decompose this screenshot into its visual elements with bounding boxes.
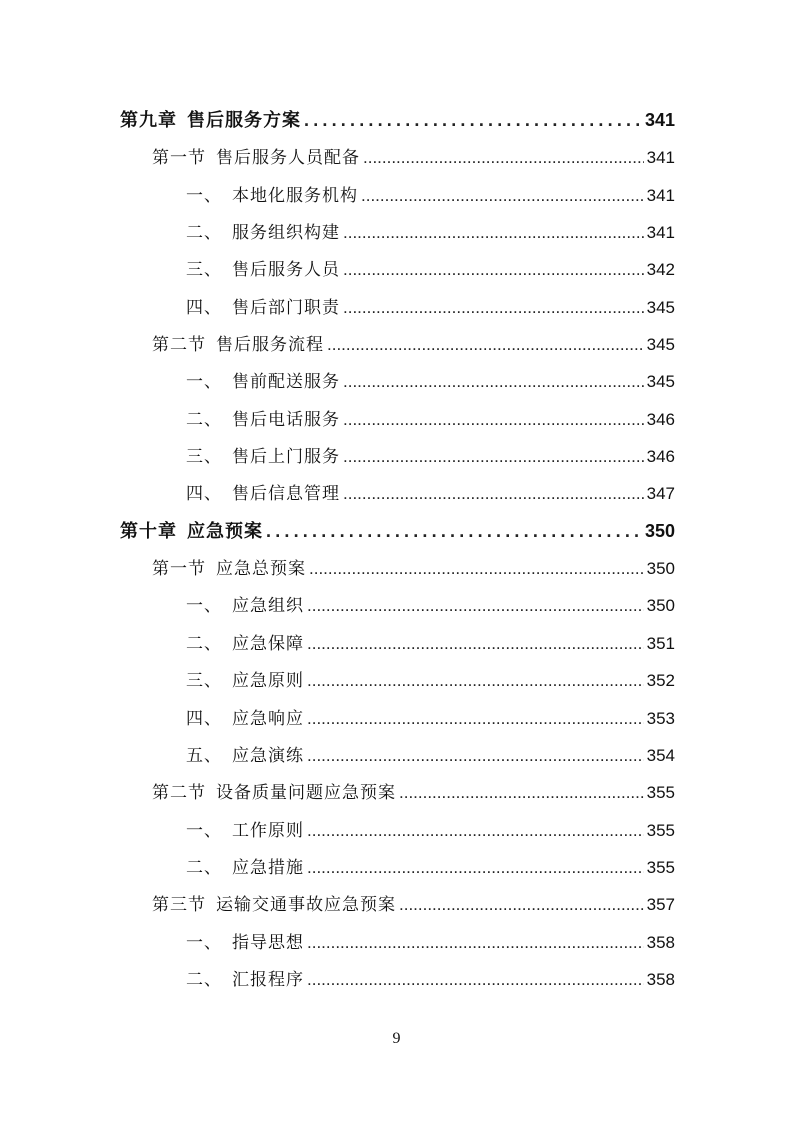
toc-entry-number: 一、 — [186, 372, 222, 393]
toc-subsection-entry[interactable] — [120, 214, 675, 251]
toc-entry-page: 346 — [646, 409, 675, 429]
toc-entry-label — [186, 962, 304, 999]
toc-entry-page: 358 — [646, 969, 675, 989]
toc-dot-leader — [307, 849, 644, 886]
toc-entry-label — [186, 252, 340, 289]
toc-entry-title: 售后信息管理 — [232, 484, 340, 505]
toc-section-entry[interactable] — [120, 774, 675, 811]
toc-entry-number: 三、 — [186, 447, 222, 468]
toc-entry-title: 应急响应 — [232, 708, 304, 729]
toc-entry-title: 指导思想 — [232, 932, 304, 953]
toc-entry-number: 四、 — [186, 297, 222, 318]
toc-entry-page: 350 — [644, 520, 675, 541]
toc-entry-label — [186, 402, 340, 439]
toc-entry-title: 设备质量问题应急预案 — [216, 783, 396, 804]
page-number: 9 — [392, 1030, 401, 1047]
toc-dot-leader — [307, 924, 644, 961]
table-of-contents — [120, 102, 675, 998]
toc-entry-label — [186, 178, 358, 215]
toc-entry-page: 358 — [646, 932, 675, 952]
toc-entry-page: 347 — [646, 484, 675, 504]
toc-dot-leader — [399, 774, 644, 811]
toc-chapter-entry[interactable] — [120, 513, 675, 550]
toc-dot-leader — [343, 475, 644, 512]
toc-entry-number: 第一节 — [152, 148, 206, 169]
toc-dot-leader — [307, 961, 644, 998]
toc-entry-label — [186, 925, 304, 962]
toc-dot-leader — [361, 177, 644, 214]
toc-subsection-entry[interactable] — [120, 662, 675, 699]
toc-entry-number: 二、 — [186, 969, 222, 990]
toc-chapter-entry[interactable] — [120, 102, 675, 139]
toc-entry-label — [186, 215, 340, 252]
toc-entry-label — [186, 439, 340, 476]
toc-entry-page: 341 — [646, 223, 675, 243]
toc-entry-page: 351 — [646, 633, 675, 653]
toc-entry-number: 一、 — [186, 820, 222, 841]
toc-entry-page: 345 — [646, 372, 675, 392]
toc-entry-label — [120, 102, 301, 139]
toc-subsection-entry[interactable] — [120, 812, 675, 849]
toc-entry-title: 应急保障 — [232, 633, 304, 654]
toc-entry-label — [186, 476, 340, 513]
toc-dot-leader — [343, 438, 644, 475]
toc-entry-label — [152, 887, 396, 924]
toc-entry-page: 342 — [646, 260, 675, 280]
toc-entry-page: 355 — [646, 783, 675, 803]
toc-dot-leader — [309, 550, 644, 587]
toc-entry-number: 第九章 — [120, 110, 177, 131]
toc-entry-number: 一、 — [186, 596, 222, 617]
toc-subsection-entry[interactable] — [120, 961, 675, 998]
toc-entry-number: 五、 — [186, 745, 222, 766]
toc-entry-title: 售前配送服务 — [232, 372, 340, 393]
toc-dot-leader — [307, 812, 644, 849]
toc-entry-number: 三、 — [186, 260, 222, 281]
toc-entry-label — [152, 327, 324, 364]
toc-dot-leader — [327, 326, 644, 363]
toc-entry-number: 二、 — [186, 409, 222, 430]
toc-subsection-entry[interactable] — [120, 401, 675, 438]
toc-entry-label — [152, 775, 396, 812]
toc-entry-title: 服务组织构建 — [232, 223, 340, 244]
toc-dot-leader — [307, 587, 644, 624]
toc-entry-title: 汇报程序 — [232, 969, 304, 990]
toc-section-entry[interactable] — [120, 139, 675, 176]
toc-subsection-entry[interactable] — [120, 251, 675, 288]
toc-entry-title: 售后服务方案 — [187, 110, 301, 131]
toc-dot-leader — [266, 513, 642, 550]
toc-dot-leader — [307, 700, 644, 737]
toc-entry-number: 四、 — [186, 708, 222, 729]
toc-entry-page: 341 — [646, 185, 675, 205]
toc-entry-label — [186, 701, 304, 738]
toc-entry-title: 售后服务流程 — [216, 335, 324, 356]
toc-entry-page: 346 — [646, 447, 675, 467]
toc-entry-number: 第一节 — [152, 559, 206, 580]
toc-subsection-entry[interactable] — [120, 625, 675, 662]
toc-entry-number: 二、 — [186, 223, 222, 244]
toc-entry-page: 350 — [646, 559, 675, 579]
toc-entry-page: 355 — [646, 857, 675, 877]
toc-entry-label — [186, 588, 304, 625]
toc-entry-label — [152, 140, 360, 177]
toc-subsection-entry[interactable] — [120, 737, 675, 774]
toc-entry-number: 第二节 — [152, 335, 206, 356]
toc-subsection-entry[interactable] — [120, 289, 675, 326]
toc-entry-label — [186, 663, 304, 700]
toc-entry-title: 应急组织 — [232, 596, 304, 617]
toc-entry-label — [186, 738, 304, 775]
toc-entry-title: 售后服务人员 — [232, 260, 340, 281]
toc-entry-page: 357 — [646, 895, 675, 915]
toc-entry-label — [186, 364, 340, 401]
toc-subsection-entry[interactable] — [120, 587, 675, 624]
toc-dot-leader — [399, 886, 644, 923]
toc-dot-leader — [343, 363, 644, 400]
toc-section-entry[interactable] — [120, 550, 675, 587]
toc-entry-title: 售后电话服务 — [232, 409, 340, 430]
toc-subsection-entry[interactable] — [120, 924, 675, 961]
toc-entry-page: 345 — [646, 335, 675, 355]
toc-entry-title: 售后服务人员配备 — [216, 148, 360, 169]
toc-entry-number: 二、 — [186, 633, 222, 654]
toc-subsection-entry[interactable] — [120, 700, 675, 737]
toc-entry-label — [186, 626, 304, 663]
toc-entry-number: 第三节 — [152, 895, 206, 916]
toc-dot-leader — [343, 289, 644, 326]
toc-dot-leader — [343, 251, 644, 288]
toc-entry-title: 本地化服务机构 — [232, 185, 358, 206]
toc-entry-title: 售后上门服务 — [232, 447, 340, 468]
toc-dot-leader — [343, 401, 644, 438]
toc-entry-number: 二、 — [186, 857, 222, 878]
toc-entry-label — [186, 290, 340, 327]
toc-entry-number: 三、 — [186, 671, 222, 692]
toc-entry-page: 355 — [646, 820, 675, 840]
toc-entry-page: 353 — [646, 708, 675, 728]
toc-section-entry[interactable] — [120, 886, 675, 923]
toc-dot-leader — [307, 662, 644, 699]
toc-entry-page: 341 — [644, 110, 675, 130]
toc-entry-title: 应急总预案 — [216, 559, 306, 580]
toc-entry-number: 一、 — [186, 932, 222, 953]
toc-entry-number: 第十章 — [120, 520, 177, 542]
toc-entry-title: 工作原则 — [232, 820, 304, 841]
toc-entry-label — [186, 850, 304, 887]
toc-dot-leader — [363, 139, 644, 176]
toc-dot-leader — [307, 737, 644, 774]
toc-entry-page: 350 — [646, 596, 675, 616]
toc-entry-number: 四、 — [186, 484, 222, 505]
toc-entry-title: 应急原则 — [232, 671, 304, 692]
toc-entry-title: 应急演练 — [232, 745, 304, 766]
toc-dot-leader — [307, 625, 644, 662]
toc-entry-title: 应急措施 — [232, 857, 304, 878]
toc-entry-page: 354 — [646, 745, 675, 765]
toc-entry-page: 341 — [646, 148, 675, 168]
toc-entry-title: 应急预案 — [187, 520, 263, 542]
toc-entry-page: 352 — [646, 671, 675, 691]
toc-entry-label — [186, 813, 304, 850]
toc-entry-page: 345 — [646, 297, 675, 317]
toc-entry-title: 运输交通事故应急预案 — [216, 895, 396, 916]
toc-section-entry[interactable] — [120, 326, 675, 363]
toc-entry-label — [152, 551, 306, 588]
toc-entry-title: 售后部门职责 — [232, 297, 340, 318]
toc-entry-label — [120, 513, 263, 550]
toc-subsection-entry[interactable] — [120, 363, 675, 400]
toc-subsection-entry[interactable] — [120, 475, 675, 512]
toc-dot-leader — [304, 102, 642, 139]
toc-subsection-entry[interactable] — [120, 177, 675, 214]
toc-entry-number: 第二节 — [152, 783, 206, 804]
toc-dot-leader — [343, 214, 644, 251]
toc-subsection-entry[interactable] — [120, 438, 675, 475]
toc-subsection-entry[interactable] — [120, 849, 675, 886]
toc-entry-number: 一、 — [186, 185, 222, 206]
